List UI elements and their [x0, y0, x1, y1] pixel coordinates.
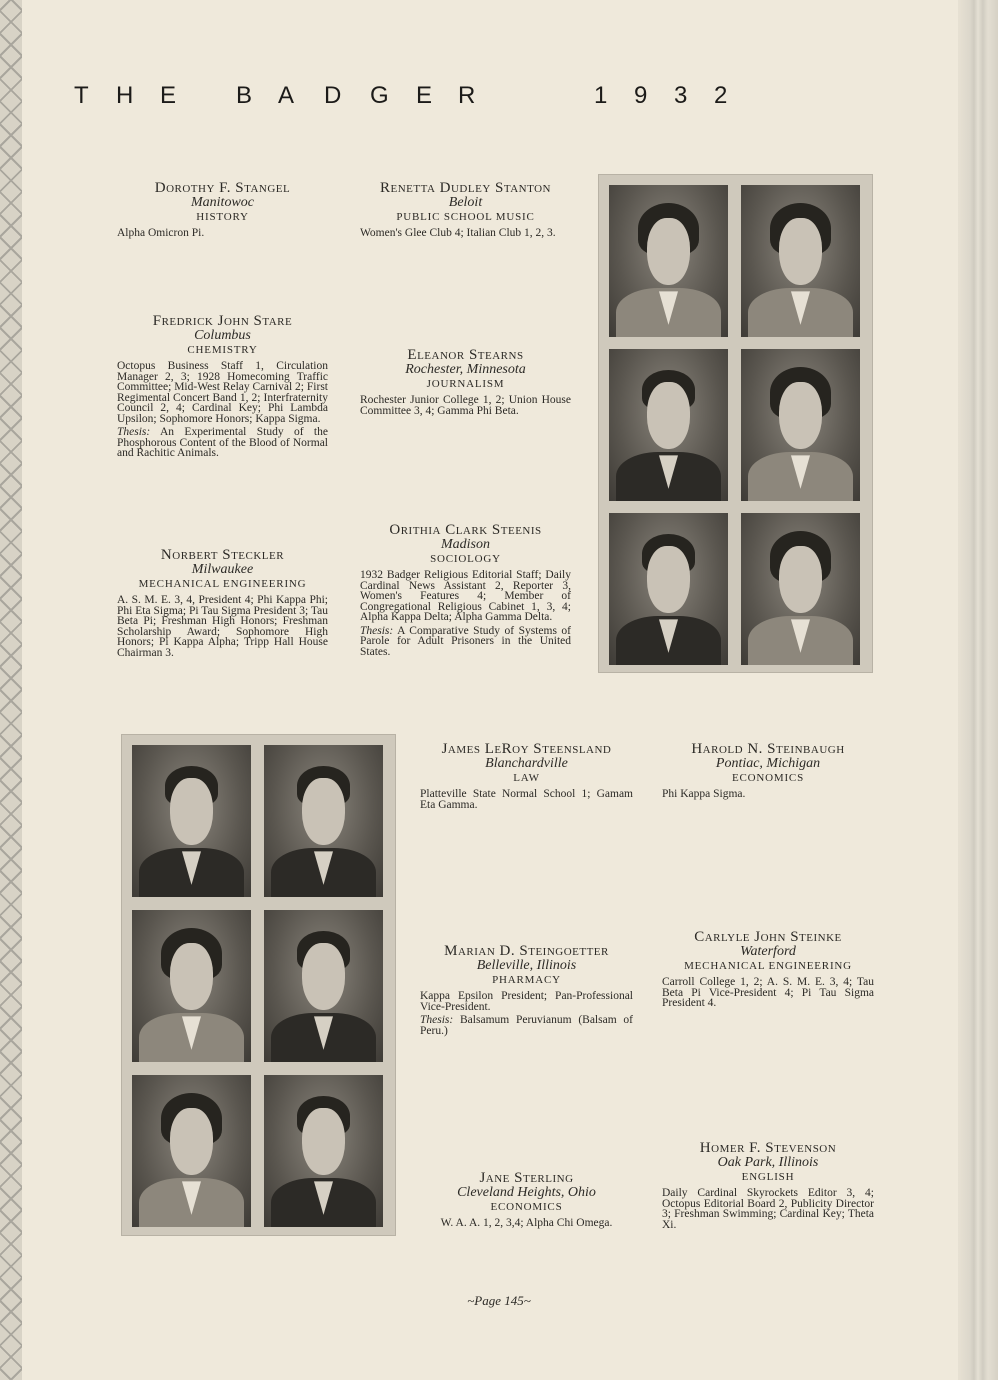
student-entry — [117, 314, 328, 459]
photo-grid-top — [598, 174, 873, 673]
student-name: Carlyle John Steinke — [694, 929, 842, 945]
portrait-photo — [741, 185, 860, 337]
student-department: SOCIOLOGY — [430, 553, 501, 565]
portrait-photo — [264, 910, 383, 1062]
student-department: MECHANICAL ENGINEERING — [138, 578, 307, 590]
student-entry — [662, 930, 874, 1009]
student-name: Harold N. Steinbaugh — [691, 741, 845, 757]
portrait-photo — [609, 513, 728, 665]
thesis-label: Thesis: — [117, 426, 151, 438]
page-number: ~Page 145~ — [467, 1293, 531, 1308]
header-letter: A — [278, 82, 295, 109]
portrait-photo — [132, 1075, 251, 1227]
student-department: LAW — [513, 772, 540, 784]
student-name: Norbert Steckler — [160, 547, 285, 563]
student-activities: Carroll College 1, 2; A. S. M. E. 3, 4; Tau Beta Pi Vice-President 4; Pi Tau Sigma President 4. — [662, 976, 874, 1009]
header-letter: R — [458, 82, 476, 109]
student-hometown: Oak Park, Illinois — [717, 1155, 819, 1170]
student-name: Dorothy F. Stangel — [154, 180, 291, 196]
header-letter: B — [236, 82, 253, 109]
student-activities: W. A. A. 1, 2, 3,4; Alpha Chi Omega. — [440, 1217, 613, 1229]
student-entry — [662, 742, 874, 800]
student-entry — [420, 944, 633, 1036]
student-department: HISTORY — [196, 211, 249, 223]
student-hometown: Columbus — [194, 328, 251, 343]
student-entry — [117, 181, 328, 239]
student-department: ECONOMICS — [490, 1201, 563, 1213]
student-hometown: Blanchardville — [485, 756, 568, 771]
student-hometown: Manitowoc — [191, 195, 254, 210]
student-hometown: Cleveland Heights, Ohio — [457, 1185, 596, 1200]
right-binding-edge — [958, 0, 998, 1380]
portrait-photo — [264, 745, 383, 897]
student-name: James LeRoy Steensland — [441, 741, 612, 757]
header-letter: D — [324, 82, 342, 109]
portrait-photo — [132, 745, 251, 897]
student-activities: Rochester Junior College 1, 2; Union House Committee 3, 4; Gamma Phi Beta. — [360, 394, 571, 417]
portrait-photo — [741, 349, 860, 501]
student-entry — [662, 1141, 874, 1230]
header-letter: T — [74, 82, 89, 109]
student-department: ECONOMICS — [732, 772, 804, 784]
student-activities: 1932 Badger Religious Editorial Staff; Daily Cardinal News Assistant 2, Reporter 3, Women's Features 4; Member of Congregational Religious Cabinet 1, 3, 4; Alpha Kappa Delta; Alpha Gamma Delta. — [360, 569, 571, 623]
student-activities: A. S. M. E. 3, 4, President 4; Phi Kappa Phi; Phi Eta Sigma; Pi Tau Sigma President 3; Tau Beta Pi; Freshman High Honors; Freshman Scholarship Award; Sophomore High Honors; Pi Kappa Alpha; Tripp Hall House Chairman 3. — [117, 594, 328, 659]
student-name: Marian D. Steingoetter — [444, 943, 609, 959]
student-name: Jane Sterling — [479, 1170, 574, 1186]
student-thesis — [360, 626, 571, 658]
thesis-label: Thesis: — [420, 1014, 454, 1026]
student-thesis — [117, 427, 328, 459]
student-department: PHARMACY — [492, 974, 561, 986]
thesis-title: Balsamum Peruvianum (Balsam of Peru.) — [420, 1014, 634, 1037]
student-hometown: Waterford — [740, 944, 796, 959]
student-hometown: Beloit — [448, 195, 483, 210]
student-thesis — [420, 1015, 633, 1036]
student-name: Eleanor Stearns — [407, 347, 524, 363]
student-name: Renetta Dudley Stanton — [380, 180, 551, 196]
header-letter: E — [416, 82, 433, 109]
student-activities: Alpha Omicron Pi. — [117, 227, 205, 239]
student-hometown: Pontiac, Michigan — [715, 756, 821, 771]
header-letter: E — [160, 82, 177, 109]
student-hometown: Belleville, Illinois — [476, 958, 577, 973]
student-name: Fredrick John Stare — [152, 313, 293, 329]
student-activities: Daily Cardinal Skyrockets Editor 3, 4; Octopus Editorial Board 2, Publicity Director 3; Freshman Swimming; Cardinal Key; Theta Xi. — [662, 1187, 874, 1231]
portrait-photo — [132, 910, 251, 1062]
left-decorative-border — [0, 0, 22, 1380]
thesis-title: A Comparative Study of Systems of Parole for Adult Prisoners in the United States. — [360, 624, 571, 658]
portrait-photo — [264, 1075, 383, 1227]
student-entry — [360, 348, 571, 416]
portrait-photo — [609, 349, 728, 501]
student-hometown: Milwaukee — [191, 562, 254, 577]
student-entry — [360, 181, 571, 239]
student-entry — [420, 742, 633, 810]
student-entry — [420, 1171, 633, 1229]
student-entry — [360, 523, 571, 657]
header-letter: H — [116, 82, 134, 109]
portrait-photo — [741, 513, 860, 665]
student-name: Homer F. Stevenson — [699, 1140, 837, 1156]
header-digit: 3 — [674, 82, 688, 109]
student-department: ENGLISH — [741, 1171, 795, 1183]
photo-grid-bottom — [121, 734, 396, 1236]
student-hometown: Rochester, Minnesota — [405, 362, 526, 377]
student-name: Orithia Clark Steenis — [389, 522, 542, 538]
header-digit: 2 — [714, 82, 728, 109]
header-digit: 1 — [594, 82, 608, 109]
header-digit: 9 — [634, 82, 648, 109]
thesis-title: An Experimental Study of the Phosphorous Content of the Blood of Normal and Rachitic Animals. — [117, 426, 328, 459]
student-entry — [117, 548, 328, 658]
student-department: MECHANICAL ENGINEERING — [684, 960, 852, 972]
portrait-photo — [609, 185, 728, 337]
student-activities: Platteville State Normal School 1; Gamam Eta Gamma. — [420, 788, 633, 811]
student-hometown: Madison — [441, 537, 490, 552]
student-department: PUBLIC SCHOOL MUSIC — [396, 211, 535, 223]
student-activities: Kappa Epsilon President; Pan-Professional Vice-President. — [420, 990, 633, 1013]
student-activities: Octopus Business Staff 1, Circulation Manager 2, 3; 1928 Homecoming Traffic Committee; Mid-West Relay Carnival 2; First Regimental Concert Band 1, 2; Interfraternity Council 2, 4; Cardinal Key; Phi Lambda Upsilon; Sophomore Honors; Kappa Sigma. — [117, 360, 328, 425]
student-activities: Women's Glee Club 4; Italian Club 1, 2, 3. — [360, 227, 556, 239]
student-activities: Phi Kappa Sigma. — [662, 788, 746, 800]
student-department: CHEMISTRY — [187, 344, 258, 356]
thesis-label: Thesis: — [360, 624, 394, 637]
header-letter: G — [370, 82, 389, 109]
student-department: JOURNALISM — [426, 378, 505, 390]
